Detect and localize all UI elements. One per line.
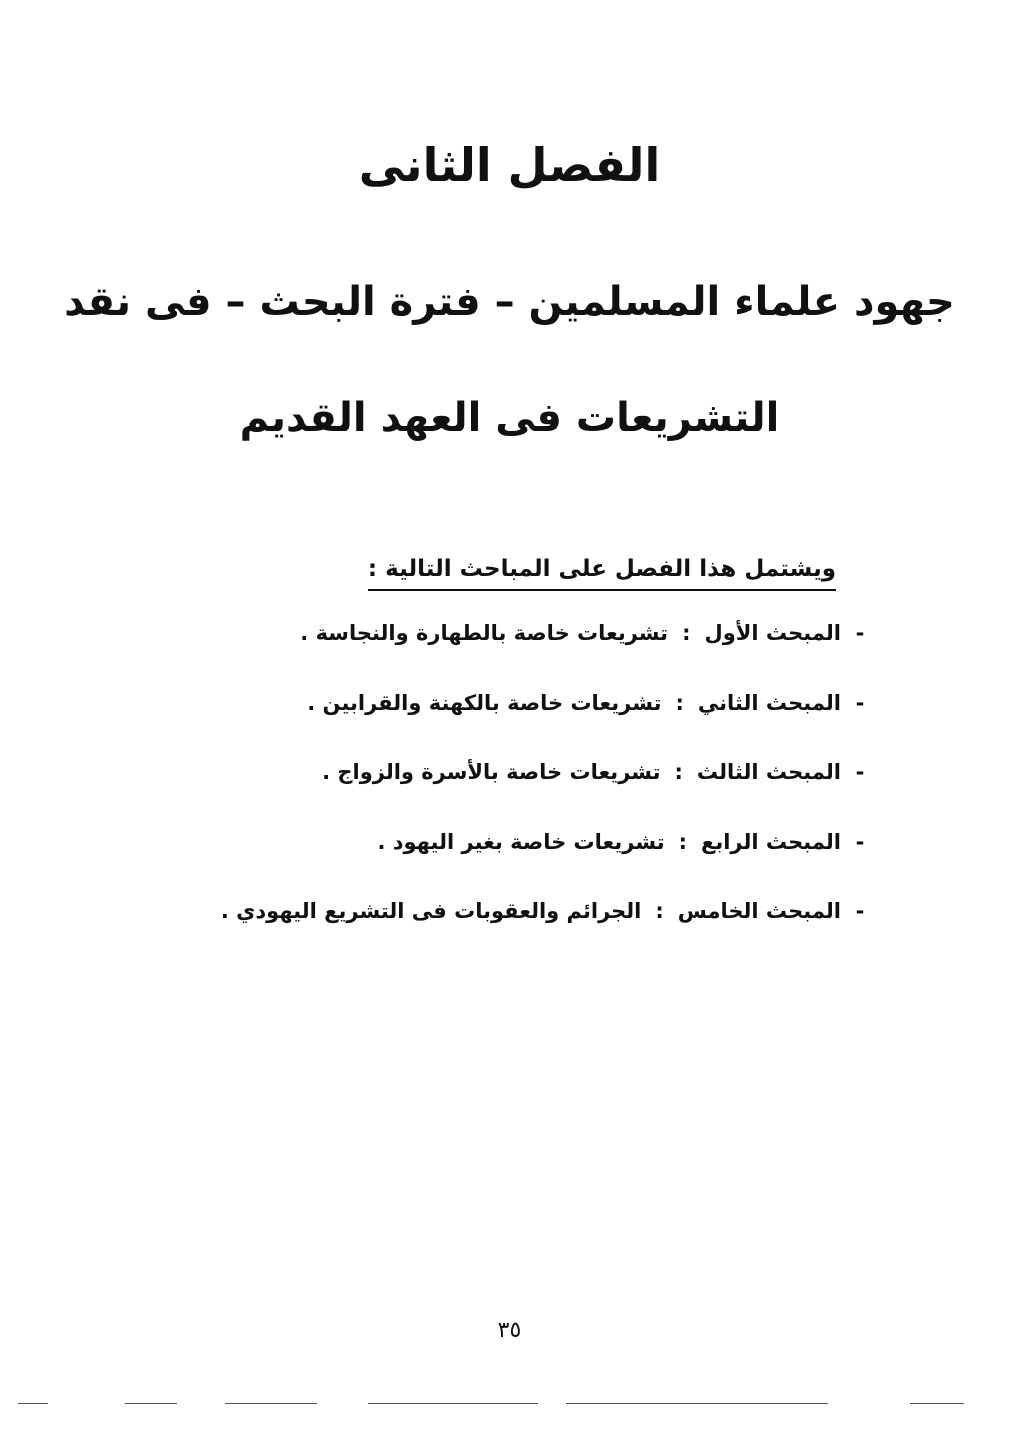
scan-artifact-line xyxy=(566,1403,828,1404)
topic-section-label: المبحث الثالث xyxy=(696,760,841,784)
topic-item xyxy=(319,759,879,829)
list-dash: - xyxy=(855,760,865,784)
topic-colon: : xyxy=(675,690,684,715)
topic-section-label: المبحث الأول xyxy=(704,621,841,645)
list-dash: - xyxy=(855,829,865,854)
topic-colon: : xyxy=(674,760,683,784)
chapter-title: الفصل الثانى xyxy=(358,138,661,192)
page-number: ٣٥ xyxy=(497,1318,522,1343)
topic-description: الجرائم والعقوبات فى التشريع اليهودي . xyxy=(220,899,642,923)
topic-section-label: المبحث الخامس xyxy=(677,899,841,923)
topic-item xyxy=(300,620,879,690)
chapter-subtitle-line-1: جهود علماء المسلمين – فترة البحث – فى نقد xyxy=(64,279,955,325)
topic-colon: : xyxy=(655,899,664,923)
intro-heading: ويشتمل هذا الفصل على المباحث التالية : xyxy=(368,556,836,591)
list-dash: - xyxy=(855,621,865,645)
topic-item xyxy=(220,898,879,968)
list-dash: - xyxy=(855,690,865,715)
topic-colon: : xyxy=(682,621,691,645)
scan-artifact-line xyxy=(18,1403,48,1404)
topic-section-label: المبحث الثاني xyxy=(697,690,841,715)
topic-colon: : xyxy=(678,829,687,854)
topic-description: تشريعات خاصة بالأسرة والزواج . xyxy=(322,760,661,784)
topic-description: تشريعات خاصة بالكهنة والقرابين . xyxy=(307,690,662,715)
topic-item xyxy=(319,829,879,899)
chapter-subtitle-line-2: التشريعات فى العهد القديم xyxy=(239,395,780,441)
scan-artifact-line xyxy=(125,1403,177,1404)
topic-description: تشريعات خاصة بالطهارة والنجاسة . xyxy=(300,621,669,645)
topic-section-label: المبحث الرابع xyxy=(701,829,841,854)
topic-item xyxy=(307,690,879,760)
topics-list xyxy=(220,620,879,968)
list-dash: - xyxy=(855,899,865,923)
scan-artifact-line xyxy=(910,1403,964,1404)
scan-artifact-line xyxy=(368,1403,538,1404)
topic-description: تشريعات خاصة بغير اليهود . xyxy=(377,829,665,854)
scan-artifact-line xyxy=(225,1403,317,1404)
